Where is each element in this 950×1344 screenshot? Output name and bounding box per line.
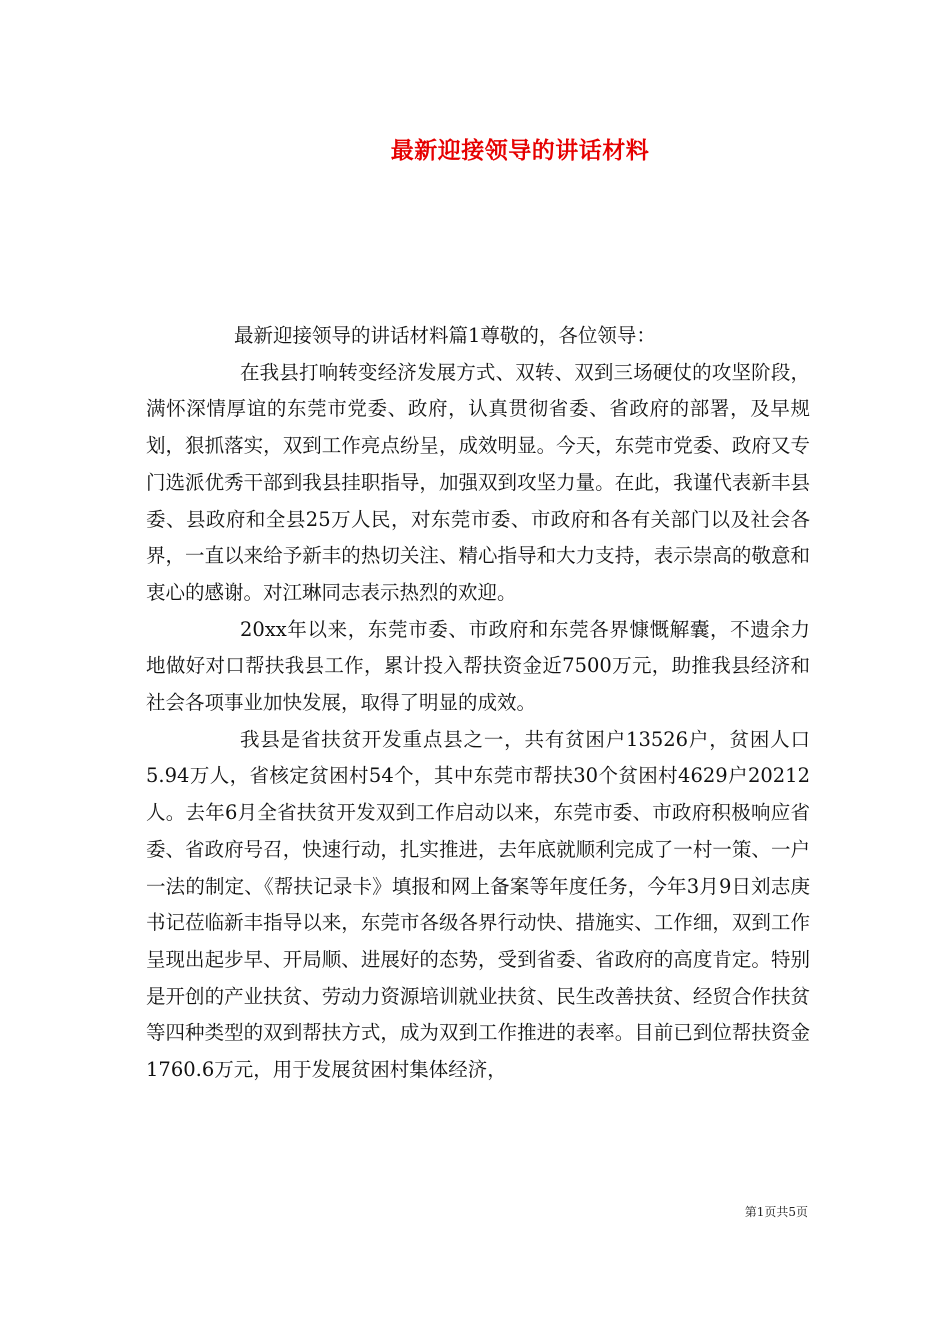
paragraph-2: 20xx年以来，东莞市委、市政府和东莞各界慷慨解囊，不遗余力地做好对口帮扶我县工作，累计投入帮扶资金近7500万元，助推我县经济和社会各项事业加快发展，取得了明显的成效。: [146, 617, 810, 715]
page-number: 第1页共5页: [744, 1205, 808, 1219]
paragraph-1: 在我县打响转变经济发展方式、双转、双到三场硬仗的攻坚阶段，满怀深情厚谊的东莞市党委、政府，认真贯彻省委、省政府的部署，及早规划，狠抓落实，双到工作亮点纷呈，成效明显。今天，东莞市党委、政府又专门选派优秀干部到我县挂职指导，加强双到攻坚力量。在此，我谨代表新丰县委、县政府和全县25万人民，对东莞市委、市政府和各有关部门以及社会各界，一直以来给予新丰的热切关注、精心指导和大力支持，表示崇高的敬意和衷心的感谢。对江琳同志表示热烈的欢迎。: [146, 360, 810, 604]
paragraph-intro: 最新迎接领导的讲话材料篇1尊敬的，各位领导：: [234, 324, 656, 347]
document-title: 最新迎接领导的讲话材料: [390, 137, 650, 164]
document-body: [146, 318, 810, 1089]
paragraph-3: 我县是省扶贫开发重点县之一，共有贫困户13526户，贫困人口5.94万人，省核定贫困村54个，其中东莞市帮扶30个贫困村4629户20212人。去年6月全省扶贫开发双到工作启动以来，东莞市委、市政府积极响应省委、省政府号召，快速行动，扎实推进，去年底就顺利完成了一村一策、一户一法的制定、《帮扶记录卡》填报和网上备案等年度任务，今年3月9日刘志庚书记莅临新丰指导以来，东莞市各级各界行动快、措施实、工作细，双到工作呈现出起步早、开局顺、进展好的态势，受到省委、省政府的高度肯定。特别是开创的产业扶贫、劳动力资源培训就业扶贫、民生改善扶贫、经贸合作扶贫等四种类型的双到帮扶方式，成为双到工作推进的表率。目前已到位帮扶资金1760.6万元，用于发展贫困村集体经济，: [146, 727, 810, 1082]
